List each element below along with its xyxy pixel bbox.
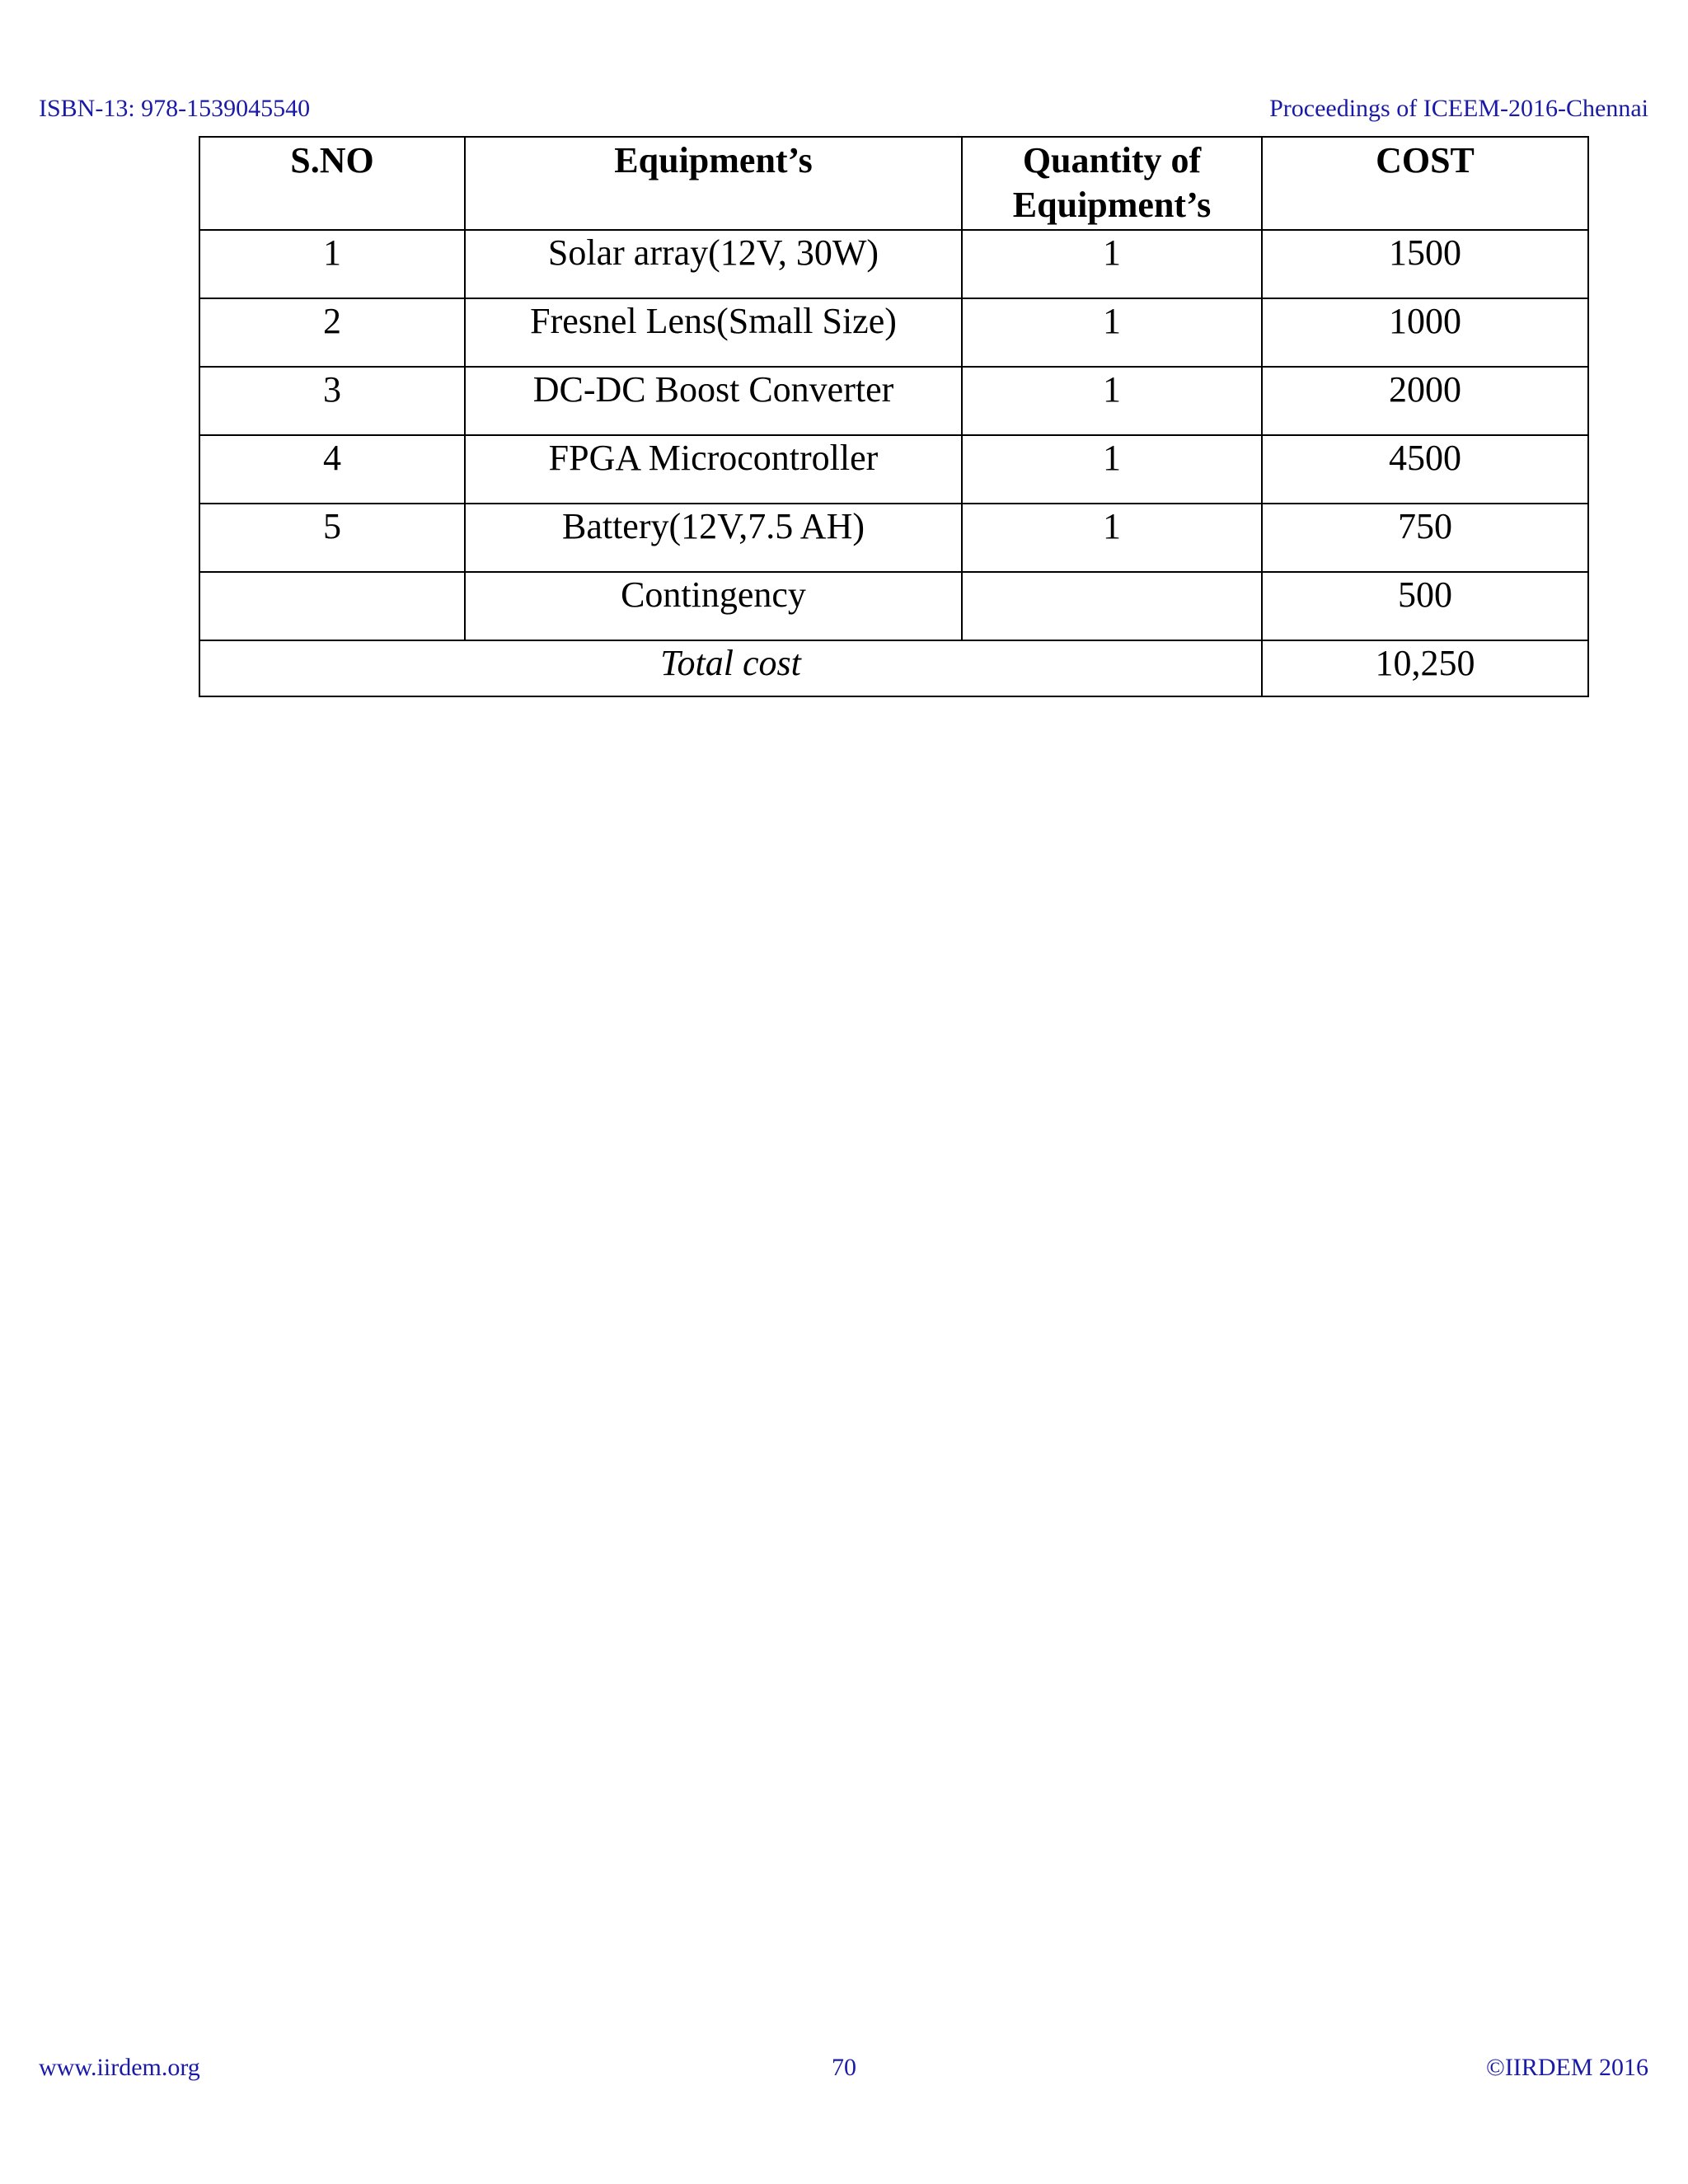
column-header-quantity: Quantity of Equipment’s <box>962 137 1262 230</box>
cell-quantity <box>962 572 1262 640</box>
table-row <box>199 367 1588 435</box>
cell-cost: 1500 <box>1262 230 1588 298</box>
cell-equipment: Battery(12V,7.5 AH) <box>465 504 962 572</box>
cell-quantity: 1 <box>962 435 1262 504</box>
cell-cost: 750 <box>1262 504 1588 572</box>
footer-copyright: ©IIRDEM 2016 <box>1486 2054 1648 2081</box>
cell-quantity: 1 <box>962 230 1262 298</box>
table-header-row <box>199 137 1588 230</box>
cell-sno: 3 <box>199 367 465 435</box>
cell-sno: 1 <box>199 230 465 298</box>
table-row <box>199 504 1588 572</box>
column-header-sno: S.NO <box>199 137 465 230</box>
total-cost-value: 10,250 <box>1262 640 1588 696</box>
cell-quantity: 1 <box>962 504 1262 572</box>
column-header-equipment: Equipment’s <box>465 137 962 230</box>
cell-equipment: Contingency <box>465 572 962 640</box>
total-row <box>199 640 1588 696</box>
cell-equipment: DC-DC Boost Converter <box>465 367 962 435</box>
table-row <box>199 435 1588 504</box>
cell-cost: 2000 <box>1262 367 1588 435</box>
equipment-cost-table <box>199 136 1589 697</box>
cell-cost: 1000 <box>1262 298 1588 367</box>
cell-quantity: 1 <box>962 298 1262 367</box>
cell-cost: 500 <box>1262 572 1588 640</box>
table-row <box>199 298 1588 367</box>
header-proceedings: Proceedings of ICEEM-2016-Chennai <box>1269 95 1648 122</box>
column-header-cost: COST <box>1262 137 1588 230</box>
footer-website: www.iirdem.org <box>39 2054 200 2081</box>
cell-equipment: Solar array(12V, 30W) <box>465 230 962 298</box>
cell-quantity: 1 <box>962 367 1262 435</box>
total-cost-label: Total cost <box>199 640 1262 696</box>
cell-equipment: FPGA Microcontroller <box>465 435 962 504</box>
table-row <box>199 230 1588 298</box>
cell-sno: 5 <box>199 504 465 572</box>
header-isbn: ISBN-13: 978-1539045540 <box>39 95 311 122</box>
cell-equipment: Fresnel Lens(Small Size) <box>465 298 962 367</box>
footer-page-number: 70 <box>832 2054 856 2081</box>
table-row <box>199 572 1588 640</box>
cell-sno <box>199 572 465 640</box>
cell-sno: 4 <box>199 435 465 504</box>
cell-sno: 2 <box>199 298 465 367</box>
cell-cost: 4500 <box>1262 435 1588 504</box>
